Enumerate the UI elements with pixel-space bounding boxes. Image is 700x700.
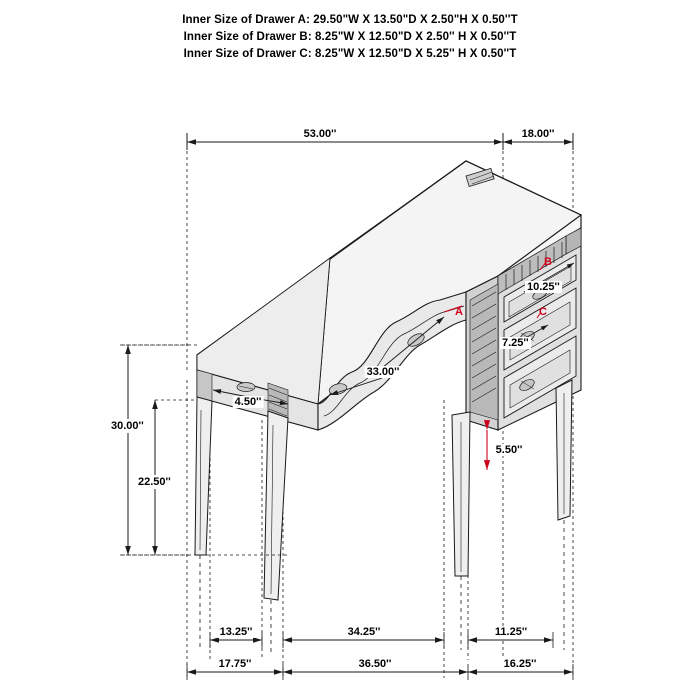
drawer-a-spec: Inner Size of Drawer A: 29.50"W X 13.50"D X 2.50"H X 0.50''T — [182, 14, 518, 26]
dim-height-total: 30.00'' — [111, 420, 144, 432]
dim-height-clearance: 22.50'' — [138, 476, 171, 488]
drawer-b-spec: Inner Size of Drawer B: 8.25"W X 12.50"D X 2.50'' H X 0.50''T — [183, 31, 517, 43]
dim-bottom-mid-outer: 36.50'' — [358, 658, 392, 670]
dim-top-right: 18.00'' — [521, 128, 555, 140]
dim-apron-33: 33.00'' — [366, 366, 400, 378]
dim-bottom-left-outer: 17.75'' — [218, 658, 252, 670]
dim-left-apron: 4.50'' — [234, 396, 262, 408]
drawer-c-spec: Inner Size of Drawer C: 8.25"W X 12.50"D X 5.25'' H X 0.50''T — [183, 48, 517, 60]
dim-bottom-right-outer: 16.25'' — [503, 658, 537, 670]
dim-bottom-left-inner: 13.25'' — [219, 626, 253, 638]
callout-drawer-b: B — [544, 256, 552, 268]
callout-drawer-c: C — [539, 306, 547, 318]
dim-clearance-right: 5.50'' — [495, 444, 523, 456]
dim-bottom-right-inner: 11.25'' — [494, 626, 528, 638]
dim-drawer-c-width: 7.25'' — [502, 337, 529, 349]
dim-bottom-mid-inner: 34.25'' — [347, 626, 381, 638]
callout-drawer-a: A — [455, 306, 463, 318]
dim-top-left: 53.00'' — [303, 128, 337, 140]
dim-drawer-b-width: 10.25'' — [527, 281, 560, 293]
